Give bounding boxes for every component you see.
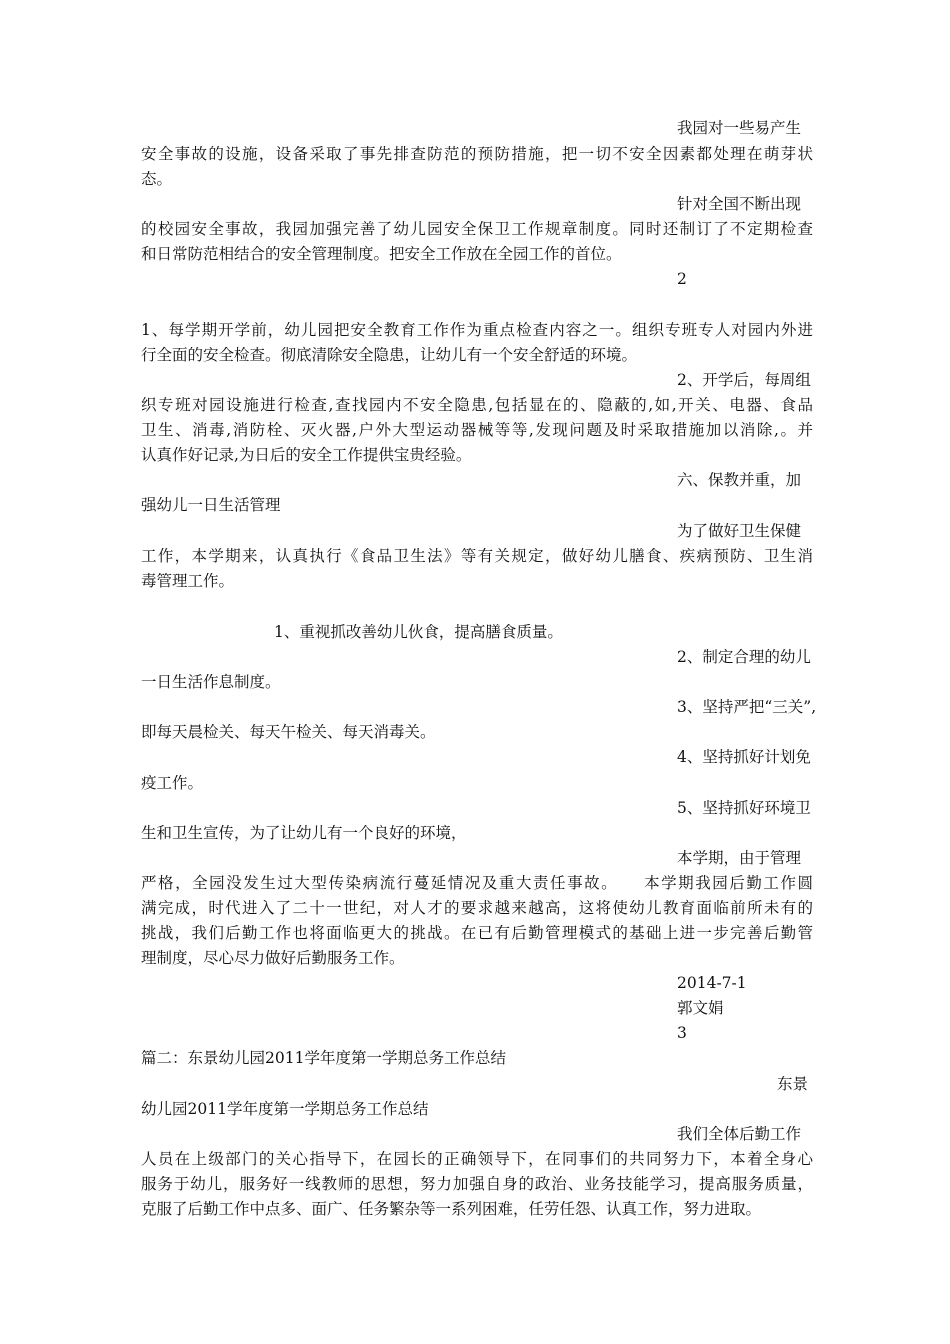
text-line: 我园对一些易产生: [677, 119, 802, 137]
text-line: 严格，全园没发生过大型传染病流行蔓延情况及重大责任事故。 本学期我园后勤工作圆: [141, 874, 813, 892]
text-line: 态。: [141, 170, 173, 188]
text-line: 认真作好记录,为日后的安全工作提供宝贵经验。: [141, 446, 472, 464]
text-line: 挑战，我们后勤工作也将面临更大的挑战。在已有后勤管理模式的基础上进一步完善后勤管: [141, 924, 813, 942]
text-line: 4、坚持抓好计划免: [677, 748, 811, 766]
text-line: 安全事故的设施，设备采取了事先排查防范的预防措施，把一切不安全因素都处理在萌芽状: [141, 145, 813, 163]
text-line: 毒管理工作。: [141, 572, 235, 590]
text-line: 织专班对园设施进行检查,查找园内不安全隐患,包括显在的、隐蔽的,如,开关、电器、食品: [141, 396, 813, 414]
text-line: 5、坚持抓好环境卫: [677, 799, 811, 817]
text-line: 服务于幼儿，服务好一线教师的思想，努力加强自身的政治、业务技能学习，提高服务质量，: [141, 1175, 813, 1193]
date: 2014-7-1: [677, 974, 747, 992]
text-line: 满完成，时代进入了二十一世纪，对人才的要求越来越高，这将使幼儿教育面临前所未有的: [141, 899, 813, 917]
text-line: 1、重视抓改善幼儿伙食，提高膳食质量。: [274, 623, 563, 641]
text-line: 克服了后勤工作中点多、面广、任务繁杂等一系列困难，任劳任怨、认真工作，努力进取。: [141, 1200, 762, 1218]
page-number: 3: [677, 1024, 687, 1042]
text-line: 1、每学期开学前，幼儿园把安全教育工作作为重点检查内容之一。组织专班专人对园内外进: [141, 321, 813, 339]
text-line: 3、坚持严把“三关”,: [677, 698, 817, 716]
article-title-continued: 东景: [777, 1075, 809, 1093]
text-line: 卫生、消毒,消防栓、灭火器,户外大型运动器械等等,发现问题及时采取措施加以消除,。并: [141, 421, 813, 439]
text-line: 2、制定合理的幼儿: [677, 648, 811, 666]
article-title-continued: 幼儿园2011学年度第一学期总务工作总结: [141, 1100, 429, 1118]
text-line: 生和卫生宣传，为了让幼儿有一个良好的环境，: [141, 824, 467, 842]
page-number: 2: [677, 270, 687, 288]
text-line: 人员在上级部门的关心指导下，在园长的正确领导下，在同事们的共同努力下，本着全身心: [141, 1150, 813, 1168]
text-line: 本学期，由于管理: [677, 849, 802, 867]
text-line: 2、开学后，每周组: [677, 371, 811, 389]
text-line: 和日常防范相结合的安全管理制度。把安全工作放在全园工作的首位。: [141, 245, 622, 263]
text-line: 疫工作。: [141, 774, 204, 792]
article-title: 篇二：东景幼儿园2011学年度第一学期总务工作总结: [141, 1049, 506, 1067]
text-line: 我们全体后勤工作: [677, 1125, 802, 1143]
section-heading: 六、保教并重，加: [677, 471, 802, 489]
text-line: 理制度，尽心尽力做好后勤服务工作。: [141, 949, 405, 967]
text-line: 针对全国不断出现: [677, 195, 802, 213]
text-line: 行全面的安全检查。彻底清除安全隐患，让幼儿有一个安全舒适的环境。: [141, 346, 638, 364]
text-line: 即每天晨检关、每天午检关、每天消毒关。: [141, 723, 436, 741]
section-heading: 强幼儿一日生活管理: [141, 496, 281, 514]
text-line: 的校园安全事故，我园加强完善了幼儿园安全保卫工作规章制度。同时还制订了不定期检查: [141, 220, 813, 238]
author-name: 郭文娟: [677, 999, 724, 1017]
text-line: 工作，本学期来，认真执行《食品卫生法》等有关规定，做好幼儿膳食、疾病预防、卫生消: [141, 547, 813, 565]
text-line: 一日生活作息制度。: [141, 673, 281, 691]
text-line: 为了做好卫生保健: [677, 522, 802, 540]
